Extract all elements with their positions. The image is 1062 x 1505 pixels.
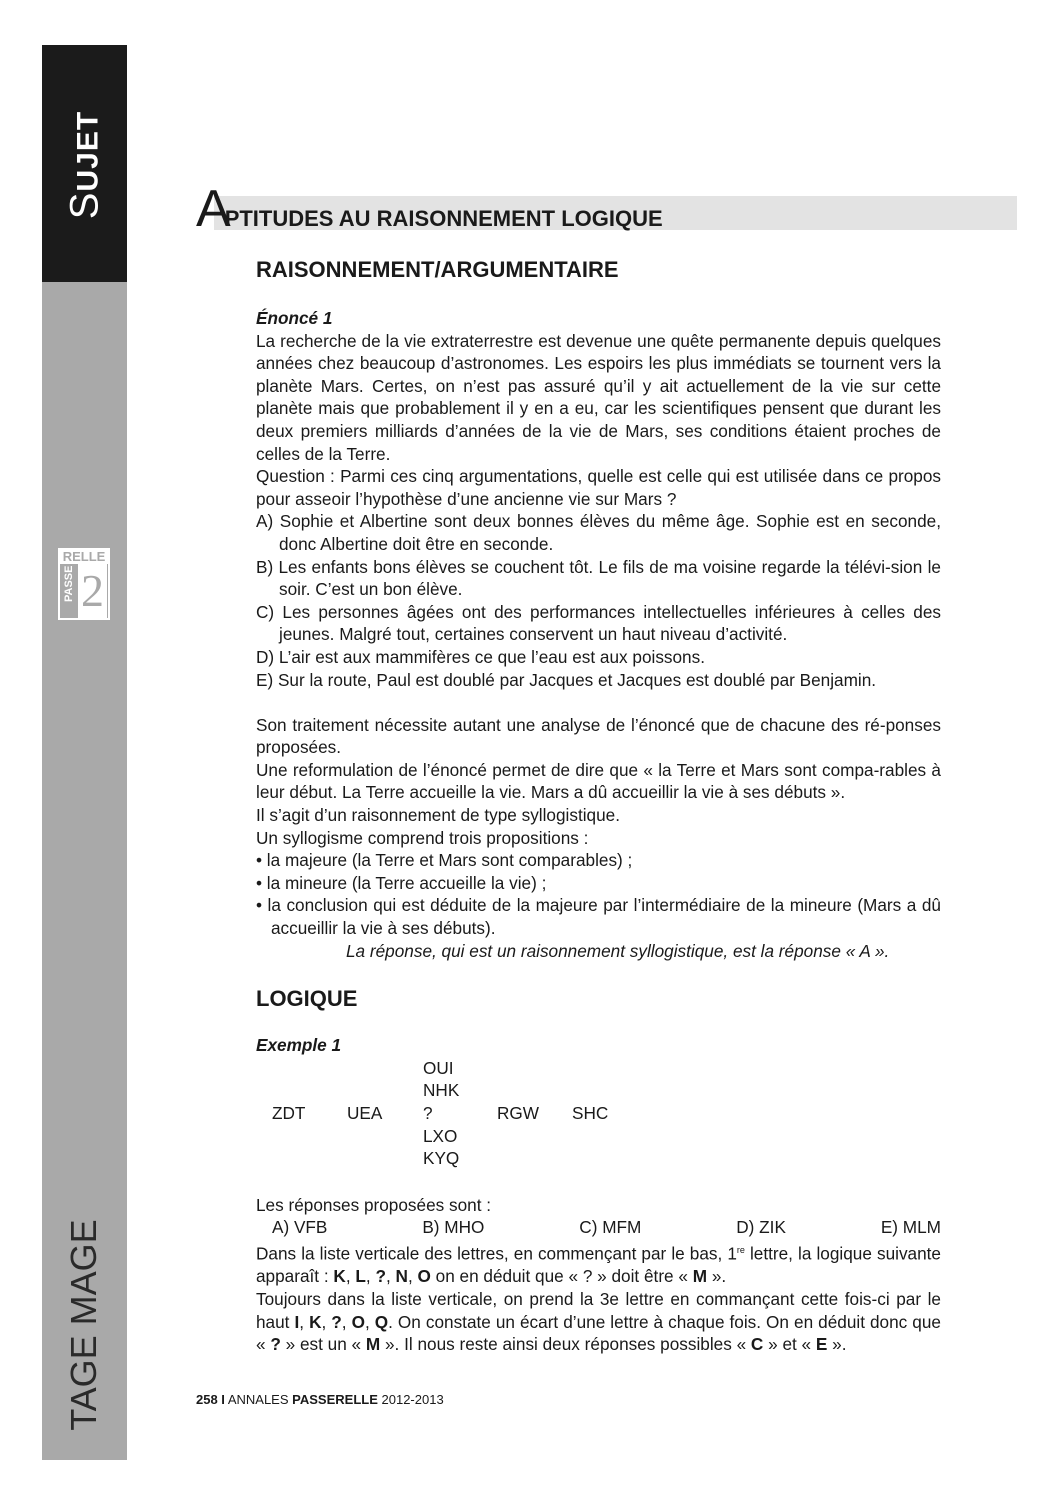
logo-number: 2 (78, 564, 107, 618)
enonce-label: Énoncé 1 (256, 308, 333, 328)
grid-cell: ZDT (272, 1103, 306, 1123)
option-c: C) Les personnes âgées ont des performances intellectuelles inférieures à celles des jeunes. Malgré tout, certaines conservent un haut niveau d’activité. (256, 601, 941, 645)
bullet-item: • la conclusion qui est déduite de la majeure par l’intermédiaire de la mineure (Mars a dû accueillir la vie à ses débuts). (256, 895, 941, 939)
response-option: D) ZIK (736, 1217, 786, 1238)
option-b: B) Les enfants bons élèves se couchent tôt. Le fils de ma voisine regarde la télévi-sion le soir. C’est un bon élève. (256, 556, 941, 600)
grid-cell: ? (423, 1103, 433, 1123)
grid-cell: LXO (423, 1125, 458, 1146)
bullet-item: • la majeure (la Terre et Mars sont comparables) ; (256, 850, 633, 871)
grid-cell: NHK (423, 1080, 460, 1101)
sidebar-section-label: SUJET (62, 110, 107, 220)
passerelle-2-logo (58, 548, 110, 620)
section-heading-raisonnement: RAISONNEMENT/ARGUMENTAIRE (256, 257, 619, 282)
page-title (196, 180, 663, 238)
grid-cell: KYQ (423, 1148, 460, 1169)
explanation-paragraph-2: Toujours dans la liste verticale, on prend la 3e lettre en commançant cette fois-ci par le haut I, K, ?, O, Q. On constate un écart d’une lettre à chaque fois. On en déduit donc que « ? » est un « M ». Il nous reste ainsi deux réponses possibles « C » et « E ». (256, 1288, 941, 1355)
grid-cell: OUI (423, 1057, 454, 1078)
page-footer: 258 I ANNALES PASSERELLE 2012-2013 (196, 1392, 444, 1407)
bullet-item: • la mineure (la Terre accueille la vie) ; (256, 872, 547, 893)
answer-conclusion: La réponse, qui est un raisonnement syllogistique, est la réponse « A ». (346, 940, 890, 961)
explanation-paragraph-1: Dans la liste verticale des lettres, en commençant par le bas, 1re lettre, la logique suivante apparaît : K, L, ?, N, O on en déduit que « ? » doit être « M ». (256, 1243, 941, 1287)
logo-side-text: PASSE (63, 565, 75, 602)
main-content (256, 255, 941, 1356)
analysis-paragraph: Son traitement nécessite autant une analyse de l’énoncé que de chacune des ré-ponses proposées. (256, 714, 941, 758)
responses-row (256, 1216, 941, 1239)
option-e: E) Sur la route, Paul est doublé par Jacques et Jacques est doublé par Benjamin. (256, 669, 877, 690)
enonce-text: La recherche de la vie extraterrestre est devenue une quête permanente depuis quelques années chez beaucoup d’astronomes. Les espoirs les plus immédiats se tournent vers la planète Mars. Certes, on n’est pas assuré qu’il y ait actuellement de la vie sur cette planète mais que probablement il y en a eu, car les scientifiques pensent que durant les deux premiers milliards d’années de la vie de Mars, ses conditions étaient proches de celles de la Terre. (256, 330, 941, 464)
logo-top-text: RELLE (60, 550, 108, 564)
grid-cell: SHC (572, 1103, 609, 1123)
option-a: A) Sophie et Albertine sont deux bonnes élèves du même âge. Sophie est en seconde, donc Albertine doit être en seconde. (256, 511, 941, 554)
title-rest: PTITUDES AU RAISONNEMENT LOGIQUE (224, 206, 663, 231)
question-text: Question : Parmi ces cinq argumentations, quelle est celle qui est utilisée dans ce propos pour asseoir l’hypothèse d’une ancienne vie sur Mars ? (256, 466, 941, 509)
response-option: B) MHO (422, 1217, 485, 1238)
letter-grid (256, 1057, 941, 1172)
responses-intro: Les réponses proposées sont : (256, 1194, 492, 1215)
example-label: Exemple 1 (256, 1035, 342, 1056)
section-heading-logique: LOGIQUE (256, 986, 358, 1012)
page-number: 258 I (196, 1392, 225, 1407)
analysis-paragraph: Il s’agit d’un raisonnement de type syllogistique. (256, 805, 621, 826)
option-d: D) L’air est aux mammifères ce que l’eau est aux poissons. (256, 646, 705, 667)
response-option: E) MLM (880, 1217, 941, 1238)
analysis-paragraph: Une reformulation de l’énoncé permet de dire que « la Terre et Mars sont compa-rables à leur début. La Terre accueille la vie. Mars a dû accueillir la vie à ses débuts ». (256, 759, 941, 803)
response-option: A) VFB (272, 1217, 328, 1238)
grid-cell: UEA (347, 1103, 383, 1123)
sidebar-tage-mage-label: TAGE MAGE (63, 1219, 104, 1431)
analysis-paragraph: Un syllogisme comprend trois propositions : (256, 827, 589, 848)
response-option: C) MFM (579, 1217, 642, 1238)
grid-cell: RGW (497, 1103, 540, 1123)
title-initial: A (196, 180, 231, 238)
